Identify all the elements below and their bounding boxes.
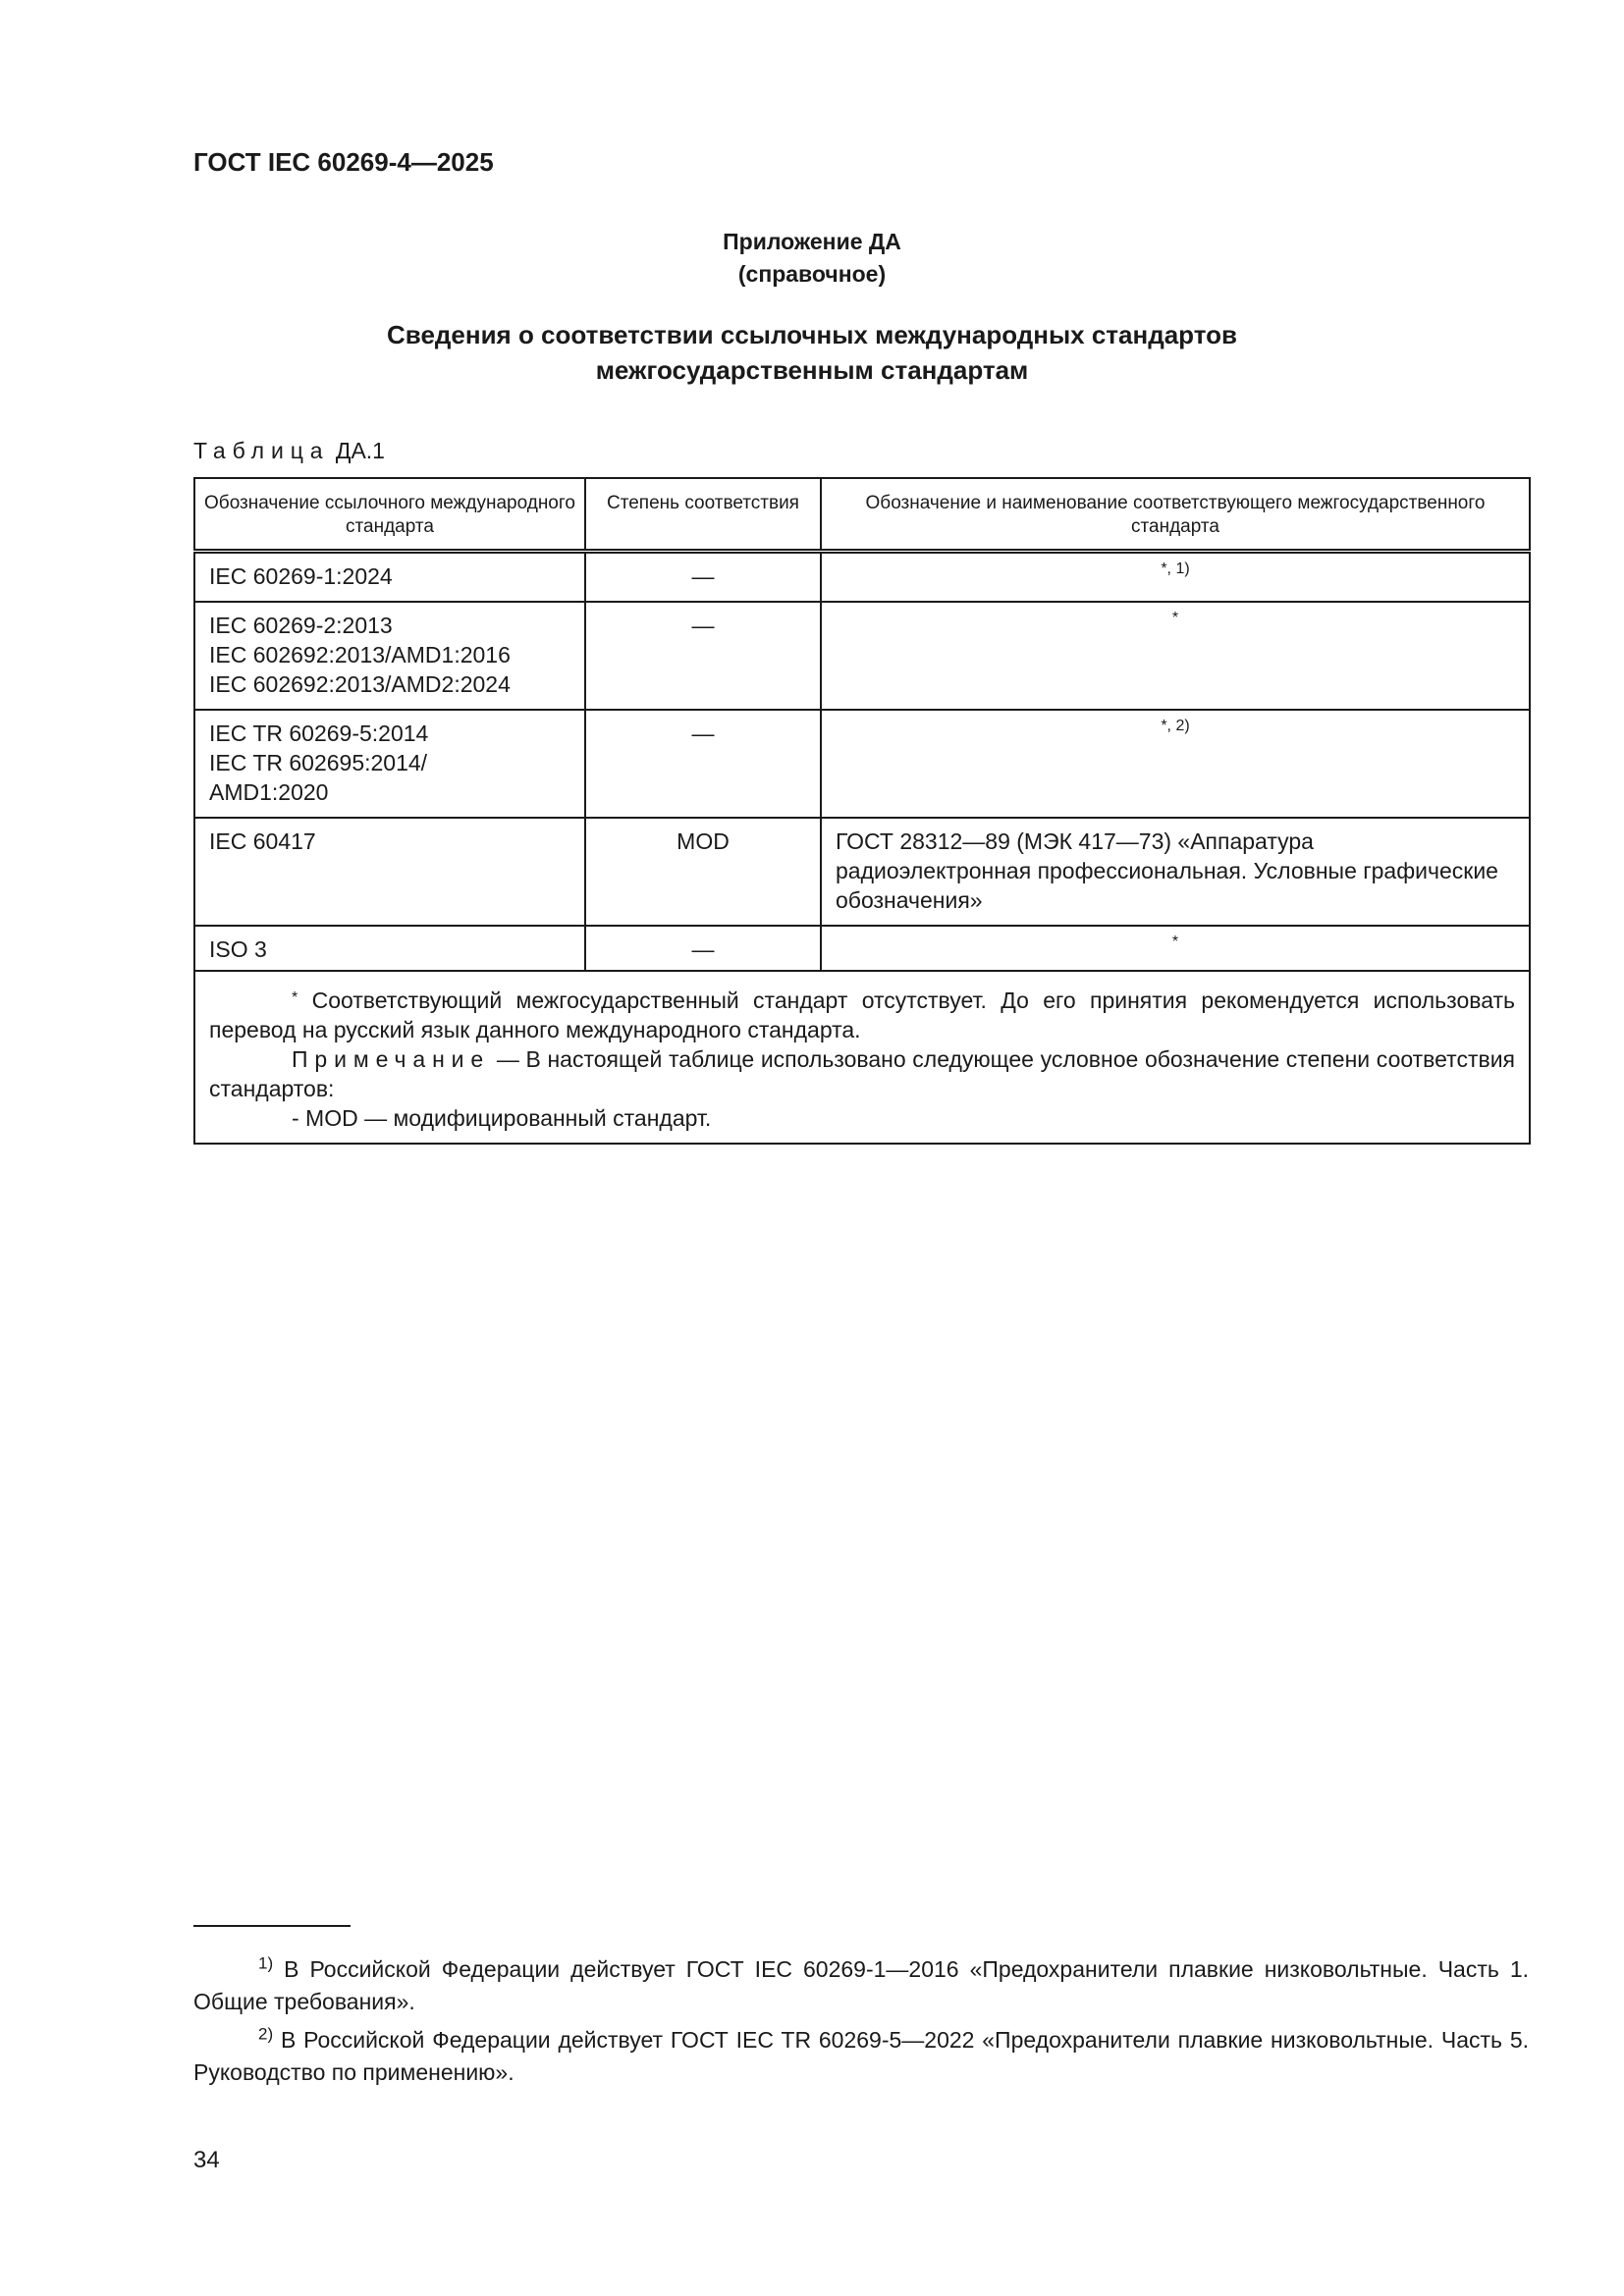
table-caption-prefix: Таблица: [193, 438, 330, 463]
standards-correspondence-table: [193, 477, 1531, 1145]
star-note-mark: *: [292, 989, 298, 1006]
star-note-text: Соответствующий межгосударственный стандарт отсутствует. До его принятия рекомендуется использовать перевод на русский язык данного международного стандарта.: [209, 988, 1516, 1042]
table-row: [194, 710, 1530, 818]
standard-designation: IEC 60269-1:2024: [209, 563, 393, 589]
cell-corresponding: *, 1): [821, 552, 1530, 603]
table-row: [194, 818, 1530, 926]
column-header-corresponding: Обозначение и наименование соответствующего межгосударственного стандарта: [821, 478, 1530, 552]
note-text: — В настоящей таблице использовано следующее условное обозначение степени соответствия стандартов:: [209, 1046, 1515, 1101]
standard-designation: IEC 60269-2:2013: [209, 613, 393, 638]
cell-degree: —: [585, 926, 821, 971]
cell-corresponding: *: [821, 926, 1530, 971]
section-title: [0, 317, 1624, 388]
standard-designation: IEC TR 602695:2014/: [209, 750, 428, 775]
table-caption: [193, 438, 385, 464]
table-row: [194, 552, 1530, 603]
document-designation: ГОСТ IEC 60269-4—2025: [193, 147, 494, 177]
cell-standard: [194, 602, 585, 710]
column-header-standard: Обозначение ссылочного международного стандарта: [194, 478, 585, 552]
cell-degree: —: [585, 602, 821, 710]
standard-designation: IEC TR 60269-5:2014: [209, 721, 429, 746]
section-title-line-2: межгосударственным стандартам: [595, 355, 1029, 385]
footnotes: [193, 1953, 1529, 2095]
cell-standard: [194, 818, 585, 926]
footnote-1: [193, 1953, 1529, 2018]
annex-heading: [0, 226, 1624, 291]
table-header-row: [194, 478, 1530, 552]
table-notes-row: [194, 971, 1530, 1144]
table-body: [194, 552, 1530, 972]
cell-standard: [194, 552, 585, 603]
footnote-2-mark: 2): [258, 2024, 274, 2044]
table-caption-number: ДА.1: [335, 438, 385, 463]
footnote-1-mark: 1): [258, 1953, 274, 1973]
section-title-line-1: Сведения о соответствии ссылочных международных стандартов: [387, 320, 1237, 349]
cell-corresponding: *, 2): [821, 710, 1530, 818]
footnote-1-text: В Российской Федерации действует ГОСТ IEC 60269-1—2016 «Предохранители плавкие низковольтные. Часть 1. Общие требования».: [193, 1956, 1530, 2014]
column-header-degree: Степень соответствия: [585, 478, 821, 552]
standard-designation: AMD1:2020: [209, 779, 329, 805]
footnote-2-text: В Российской Федерации действует ГОСТ IEC TR 60269-5—2022 «Предохранители плавкие низковольтные. Часть 5. Руководство по применению».: [193, 2027, 1529, 2085]
cell-standard: [194, 926, 585, 971]
legend-item: - MOD — модифицированный стандарт.: [292, 1105, 712, 1131]
cell-degree: —: [585, 552, 821, 603]
cell-standard: [194, 710, 585, 818]
star-note: [209, 984, 1515, 1044]
cell-corresponding: *: [821, 602, 1530, 710]
note: [209, 1044, 1515, 1103]
cell-degree: —: [585, 710, 821, 818]
page-number: 34: [193, 2147, 220, 2173]
standard-designation: ISO 3: [209, 936, 267, 962]
cell-degree: MOD: [585, 818, 821, 926]
table-row: [194, 602, 1530, 710]
footnote-separator: [193, 1925, 351, 1927]
annex-kind: (справочное): [737, 261, 887, 287]
annex-title: Приложение ДА: [723, 229, 901, 254]
table-notes: [194, 971, 1530, 1144]
standard-designation: IEC 60417: [209, 828, 316, 854]
note-label: Примечание: [292, 1046, 491, 1072]
cell-corresponding: ГОСТ 28312—89 (МЭК 417—73) «Аппаратура радиоэлектронная профессиональная. Условные графические обозначения»: [821, 818, 1530, 926]
standard-designation: IEC 602692:2013/AMD2:2024: [209, 671, 511, 697]
table-row: [194, 926, 1530, 971]
footnote-2: [193, 2024, 1529, 2089]
standard-designation: IEC 602692:2013/AMD1:2016: [209, 642, 511, 667]
